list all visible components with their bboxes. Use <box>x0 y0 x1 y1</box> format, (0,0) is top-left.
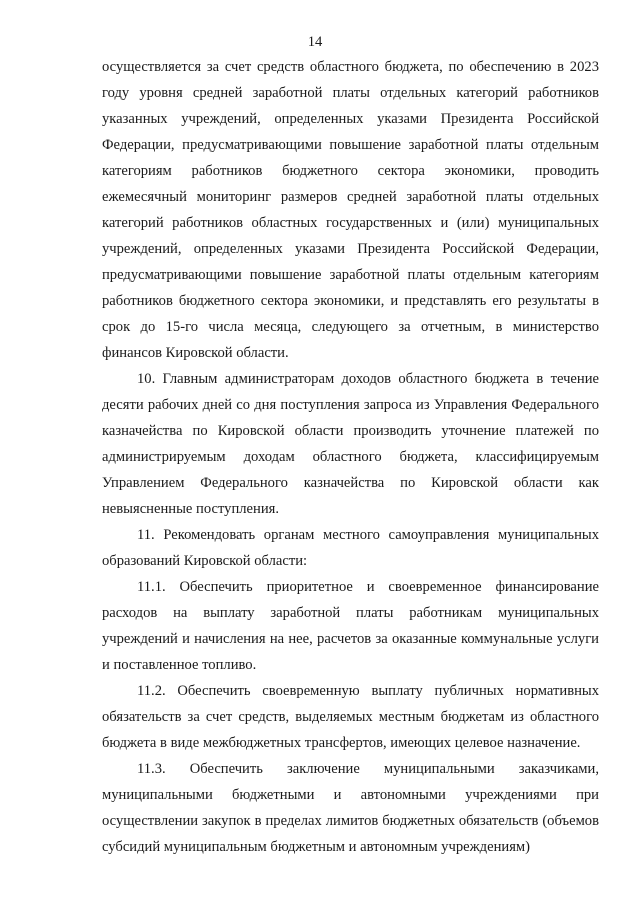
paragraph-continuation: осуществляется за счет средств областного бюджета, по обеспечению в 2023 году уровня средней заработной платы отдельных категорий работников указанных учреждений, определенных указами Президента Российской Федерации, предусматривающими повышение заработной платы отдельным категориям работников бюджетного сектора экономики, проводить ежемесячный мониторинг размеров средней заработной платы отдельных категорий работников областных государственных и (или) муниципальных учреждений, определенных указами Президента Российской Федерации, предусматривающими повышение заработной платы отдельным категориям работников бюджетного сектора экономики, и представлять его результаты в срок до 15-го числа месяца, следующего за отчетным, в министерство финансов Кировской области. <box>102 59 599 361</box>
paragraph-item-11-3: 11.3. Обеспечить заключение муниципальными заказчиками, муниципальными бюджетными и автономными учреждениями при осуществлении закупок в пределах лимитов бюджетных обязательств (объемов субсидий муниципальным бюджетным и автономным учреждениям) <box>102 761 599 855</box>
paragraph-item-10: 10. Главным администраторам доходов областного бюджета в течение десяти рабочих дней со дня поступления запроса из Управления Федерального казначейства по Кировской области производить уточнение платежей по администрируемым доходам областного бюджета, классифицируемым Управлением Федерального казначейства по Кировской области как невыясненные поступления. <box>102 371 599 517</box>
paragraph-item-11-1: 11.1. Обеспечить приоритетное и своевременное финансирование расходов на выплату заработной платы работникам муниципальных учреждений и начисления на нее, расчетов за оказанные коммунальные услуги и поставленное топливо. <box>102 579 599 673</box>
paragraph-item-11: 11. Рекомендовать органам местного самоуправления муниципальных образований Кировской области: <box>102 527 599 569</box>
page-number: 14 <box>307 34 323 50</box>
paragraph-item-11-2: 11.2. Обеспечить своевременную выплату публичных нормативных обязательств за счет средств, выделяемых местным бюджетам из областного бюджета в виде межбюджетных трансфертов, имеющих целевое назначение. <box>102 683 599 751</box>
document-body <box>102 54 599 860</box>
